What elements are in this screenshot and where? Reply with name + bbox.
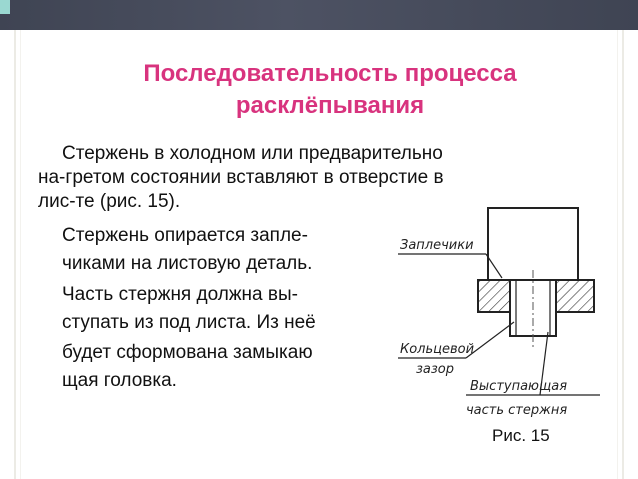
- slide-title-line-1: Последовательность процесса: [143, 60, 517, 87]
- left-border-line-inner: [20, 30, 21, 479]
- rivet-head-shape: [488, 208, 578, 280]
- body-line-7: ступать из под листа. Из неё: [62, 312, 316, 333]
- body-line-1: Стержень в холодном или предварительно: [62, 143, 443, 164]
- top-bar: [0, 0, 638, 30]
- body-line-8: будет сформована замыкаю: [62, 342, 313, 363]
- body-line-2: на-гретом состоянии вставляют в отверстие в: [38, 167, 444, 188]
- body-line-6: Часть стержня должна вы-: [62, 284, 298, 305]
- label-protruding-2: часть стержня: [466, 403, 568, 418]
- right-border-line: [622, 30, 624, 479]
- label-ring-gap-2: зазор: [416, 362, 454, 377]
- body-line-4: Стержень опирается запле-: [62, 225, 308, 246]
- body-line-3: лис-те (рис. 15).: [38, 191, 181, 212]
- left-border-line: [14, 30, 16, 479]
- rivet-figure: [390, 192, 620, 422]
- label-shoulders: Заплечики: [400, 238, 474, 253]
- plate-left-section: [478, 280, 510, 312]
- body-line-9: щая головка.: [62, 370, 177, 391]
- figure-caption: Рис. 15: [492, 426, 550, 445]
- plate-right-section: [556, 280, 594, 312]
- label-ring-gap-1: Кольцевой: [400, 342, 475, 357]
- slide-title-line-2: расклёпывания: [235, 92, 425, 119]
- label-protruding-1: Выступающая: [470, 379, 568, 394]
- corner-accent: [0, 0, 10, 14]
- body-line-5: чиками на листовую деталь.: [62, 253, 313, 274]
